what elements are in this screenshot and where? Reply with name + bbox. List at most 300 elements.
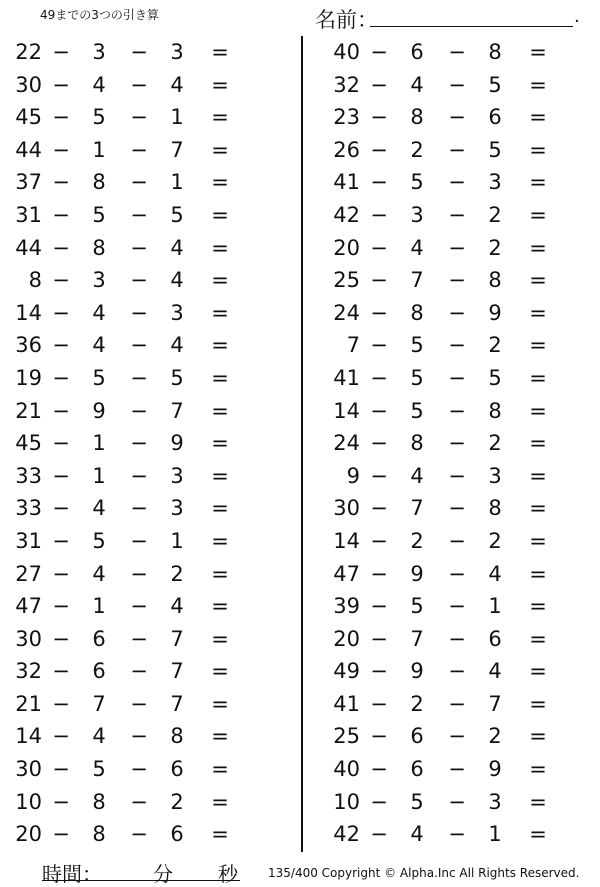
minus-sign: − <box>370 235 388 260</box>
third-number: 9 <box>488 300 502 325</box>
minus-sign: − <box>52 561 70 586</box>
problem-row <box>0 590 280 623</box>
first-number: 44 <box>15 137 42 162</box>
equals-sign: = <box>529 170 547 195</box>
third-number: 4 <box>170 235 184 260</box>
equals-sign: = <box>211 300 229 325</box>
problem-row <box>318 264 598 297</box>
second-number: 4 <box>410 235 424 260</box>
third-number: 1 <box>170 105 184 130</box>
minus-sign: − <box>52 594 70 619</box>
column-divider <box>301 36 303 852</box>
first-number: 22 <box>15 40 42 64</box>
problem-row <box>318 329 598 362</box>
minus-sign: − <box>130 691 148 716</box>
minus-sign: − <box>448 594 466 619</box>
minus-sign: − <box>448 496 466 521</box>
minus-sign: − <box>130 170 148 195</box>
second-number: 6 <box>410 757 424 782</box>
equals-sign: = <box>211 463 229 488</box>
second-number: 5 <box>92 105 106 130</box>
problem-row <box>0 166 280 199</box>
minus-sign: − <box>370 724 388 749</box>
problem-row <box>318 720 598 753</box>
problem-row <box>0 329 280 362</box>
minus-sign: − <box>52 202 70 227</box>
problem-row <box>318 395 598 428</box>
time-label: 時間： <box>42 862 102 886</box>
second-number: 8 <box>92 822 106 847</box>
equals-sign: = <box>529 789 547 814</box>
minus-sign: − <box>448 72 466 97</box>
problem-row <box>0 818 280 851</box>
first-number: 42 <box>333 202 360 227</box>
minus-sign: − <box>448 398 466 423</box>
minus-sign: − <box>130 528 148 553</box>
second-number: 5 <box>410 594 424 619</box>
second-number: 3 <box>410 202 424 227</box>
second-number: 5 <box>92 365 106 390</box>
minus-sign: − <box>448 235 466 260</box>
problem-row <box>0 427 280 460</box>
problem-row <box>0 558 280 591</box>
equals-sign: = <box>211 822 229 847</box>
first-number: 40 <box>333 40 360 64</box>
minus-sign: − <box>370 170 388 195</box>
third-number: 2 <box>488 431 502 456</box>
third-number: 4 <box>170 594 184 619</box>
third-number: 8 <box>488 496 502 521</box>
third-number: 9 <box>170 431 184 456</box>
minus-sign: − <box>52 626 70 651</box>
second-number: 6 <box>92 659 106 684</box>
equals-sign: = <box>211 431 229 456</box>
first-number: 41 <box>333 170 360 195</box>
equals-sign: = <box>529 137 547 162</box>
first-number: 33 <box>15 463 42 488</box>
first-number: 25 <box>333 268 360 293</box>
problem-row <box>318 297 598 330</box>
problem-row <box>0 362 280 395</box>
equals-sign: = <box>211 659 229 684</box>
third-number: 7 <box>488 691 502 716</box>
third-number: 2 <box>488 333 502 358</box>
minus-sign: − <box>448 724 466 749</box>
minus-sign: − <box>370 268 388 293</box>
minus-sign: − <box>52 398 70 423</box>
minus-sign: − <box>52 789 70 814</box>
equals-sign: = <box>211 235 229 260</box>
minus-sign: − <box>52 528 70 553</box>
equals-sign: = <box>529 431 547 456</box>
equals-sign: = <box>211 757 229 782</box>
minus-sign: − <box>52 757 70 782</box>
equals-sign: = <box>529 40 547 64</box>
first-number: 30 <box>15 757 42 782</box>
minus-sign: − <box>370 72 388 97</box>
third-number: 7 <box>170 691 184 716</box>
first-number: 9 <box>346 463 360 488</box>
third-number: 8 <box>488 40 502 64</box>
third-number: 3 <box>170 40 184 64</box>
problem-row <box>318 101 598 134</box>
equals-sign: = <box>211 528 229 553</box>
third-number: 6 <box>488 626 502 651</box>
equals-sign: = <box>211 496 229 521</box>
first-number: 23 <box>333 105 360 130</box>
problem-row <box>318 36 598 69</box>
second-number: 8 <box>92 235 106 260</box>
second-number: 4 <box>92 724 106 749</box>
minus-sign: − <box>130 235 148 260</box>
third-number: 2 <box>488 724 502 749</box>
first-number: 49 <box>333 659 360 684</box>
equals-sign: = <box>211 40 229 64</box>
minus-sign: − <box>448 431 466 456</box>
problem-row <box>0 395 280 428</box>
third-number: 3 <box>170 300 184 325</box>
minus-sign: − <box>448 333 466 358</box>
problem-row <box>0 753 280 786</box>
minus-sign: − <box>52 40 70 64</box>
seconds-label: 秒 <box>218 862 238 886</box>
minus-sign: − <box>130 431 148 456</box>
second-number: 9 <box>410 561 424 586</box>
third-number: 4 <box>170 333 184 358</box>
third-number: 3 <box>488 170 502 195</box>
first-number: 8 <box>28 268 42 293</box>
second-number: 8 <box>410 431 424 456</box>
second-number: 6 <box>92 626 106 651</box>
minus-sign: − <box>448 691 466 716</box>
first-number: 14 <box>15 300 42 325</box>
minus-sign: − <box>370 691 388 716</box>
third-number: 4 <box>170 72 184 97</box>
minus-sign: − <box>52 659 70 684</box>
minus-sign: − <box>448 561 466 586</box>
problem-row <box>318 166 598 199</box>
equals-sign: = <box>211 398 229 423</box>
minus-sign: − <box>370 365 388 390</box>
second-number: 5 <box>410 398 424 423</box>
minus-sign: − <box>52 300 70 325</box>
equals-sign: = <box>529 72 547 97</box>
minus-sign: − <box>130 724 148 749</box>
problem-row <box>0 655 280 688</box>
minus-sign: − <box>52 691 70 716</box>
problem-row <box>0 688 280 721</box>
third-number: 3 <box>488 463 502 488</box>
first-number: 31 <box>15 202 42 227</box>
first-number: 26 <box>333 137 360 162</box>
first-number: 36 <box>15 333 42 358</box>
problem-row <box>318 688 598 721</box>
third-number: 2 <box>488 235 502 260</box>
minus-sign: − <box>448 463 466 488</box>
problem-row <box>0 264 280 297</box>
minus-sign: − <box>370 528 388 553</box>
equals-sign: = <box>211 626 229 651</box>
third-number: 6 <box>170 757 184 782</box>
equals-sign: = <box>211 365 229 390</box>
equals-sign: = <box>529 724 547 749</box>
third-number: 2 <box>170 789 184 814</box>
first-number: 45 <box>15 431 42 456</box>
first-number: 24 <box>333 431 360 456</box>
problem-row <box>318 69 598 102</box>
third-number: 6 <box>170 822 184 847</box>
equals-sign: = <box>529 528 547 553</box>
first-number: 20 <box>333 626 360 651</box>
problem-row <box>0 525 280 558</box>
minus-sign: − <box>52 235 70 260</box>
equals-sign: = <box>529 268 547 293</box>
second-number: 8 <box>92 170 106 195</box>
second-number: 5 <box>410 365 424 390</box>
problem-row <box>318 199 598 232</box>
second-number: 5 <box>410 333 424 358</box>
first-number: 42 <box>333 822 360 847</box>
minus-sign: − <box>130 789 148 814</box>
minus-sign: − <box>52 463 70 488</box>
third-number: 7 <box>170 659 184 684</box>
minus-sign: − <box>370 659 388 684</box>
minus-sign: − <box>370 431 388 456</box>
first-number: 47 <box>333 561 360 586</box>
third-number: 5 <box>488 137 502 162</box>
minus-sign: − <box>370 463 388 488</box>
right-problem-column <box>318 36 598 851</box>
third-number: 1 <box>170 528 184 553</box>
third-number: 8 <box>488 398 502 423</box>
second-number: 5 <box>92 757 106 782</box>
minus-sign: − <box>52 724 70 749</box>
second-number: 4 <box>92 561 106 586</box>
minus-sign: − <box>448 365 466 390</box>
third-number: 3 <box>488 789 502 814</box>
second-number: 4 <box>410 72 424 97</box>
problem-row <box>0 297 280 330</box>
first-number: 27 <box>15 561 42 586</box>
second-number: 1 <box>92 463 106 488</box>
problem-row <box>318 590 598 623</box>
second-number: 6 <box>410 40 424 64</box>
problem-row <box>0 101 280 134</box>
minus-sign: − <box>448 137 466 162</box>
third-number: 1 <box>488 594 502 619</box>
first-number: 31 <box>15 528 42 553</box>
third-number: 8 <box>170 724 184 749</box>
minus-sign: − <box>130 822 148 847</box>
third-number: 9 <box>488 757 502 782</box>
second-number: 4 <box>92 496 106 521</box>
second-number: 8 <box>410 105 424 130</box>
second-number: 7 <box>410 496 424 521</box>
third-number: 5 <box>488 72 502 97</box>
third-number: 1 <box>488 822 502 847</box>
name-label: 名前： <box>315 8 378 32</box>
minus-sign: − <box>130 137 148 162</box>
second-number: 8 <box>410 300 424 325</box>
equals-sign: = <box>211 105 229 130</box>
second-number: 3 <box>92 268 106 293</box>
problem-row <box>0 720 280 753</box>
minus-sign: − <box>370 202 388 227</box>
minus-sign: − <box>370 398 388 423</box>
equals-sign: = <box>529 626 547 651</box>
minus-sign: − <box>52 333 70 358</box>
third-number: 2 <box>170 561 184 586</box>
minus-sign: − <box>370 561 388 586</box>
first-number: 21 <box>15 398 42 423</box>
equals-sign: = <box>211 137 229 162</box>
first-number: 45 <box>15 105 42 130</box>
problem-row <box>0 786 280 819</box>
copyright-text: 135/400 Copyright © Alpha.Inc All Rights Reserved. <box>268 866 580 880</box>
first-number: 41 <box>333 365 360 390</box>
second-number: 1 <box>92 594 106 619</box>
first-number: 7 <box>346 333 360 358</box>
problem-row <box>318 492 598 525</box>
equals-sign: = <box>529 105 547 130</box>
minus-sign: − <box>130 40 148 64</box>
third-number: 4 <box>488 561 502 586</box>
equals-sign: = <box>211 202 229 227</box>
first-number: 44 <box>15 235 42 260</box>
minus-sign: − <box>130 594 148 619</box>
first-number: 30 <box>333 496 360 521</box>
name-end-dot: . <box>574 6 580 27</box>
equals-sign: = <box>211 72 229 97</box>
second-number: 6 <box>410 724 424 749</box>
problem-row <box>318 460 598 493</box>
equals-sign: = <box>529 463 547 488</box>
minus-sign: − <box>52 365 70 390</box>
equals-sign: = <box>211 333 229 358</box>
first-number: 25 <box>333 724 360 749</box>
problem-row <box>318 786 598 819</box>
first-number: 14 <box>333 528 360 553</box>
minus-sign: − <box>448 528 466 553</box>
second-number: 7 <box>410 268 424 293</box>
first-number: 30 <box>15 72 42 97</box>
problem-row <box>318 427 598 460</box>
problem-row <box>0 492 280 525</box>
minus-sign: − <box>448 789 466 814</box>
first-number: 19 <box>15 365 42 390</box>
second-number: 5 <box>410 789 424 814</box>
second-number: 2 <box>410 691 424 716</box>
minus-sign: − <box>448 626 466 651</box>
second-number: 4 <box>410 822 424 847</box>
equals-sign: = <box>529 496 547 521</box>
third-number: 6 <box>488 105 502 130</box>
minus-sign: − <box>130 365 148 390</box>
first-number: 33 <box>15 496 42 521</box>
second-number: 7 <box>92 691 106 716</box>
first-number: 20 <box>15 822 42 847</box>
first-number: 40 <box>333 757 360 782</box>
first-number: 32 <box>15 659 42 684</box>
third-number: 5 <box>170 202 184 227</box>
problem-row <box>0 36 280 69</box>
equals-sign: = <box>529 333 547 358</box>
name-field-line <box>370 26 573 27</box>
first-number: 24 <box>333 300 360 325</box>
third-number: 3 <box>170 463 184 488</box>
equals-sign: = <box>211 691 229 716</box>
third-number: 2 <box>488 202 502 227</box>
second-number: 4 <box>92 333 106 358</box>
equals-sign: = <box>529 235 547 260</box>
first-number: 20 <box>333 235 360 260</box>
second-number: 4 <box>92 72 106 97</box>
minus-sign: − <box>52 72 70 97</box>
minus-sign: − <box>130 300 148 325</box>
minus-sign: − <box>130 202 148 227</box>
equals-sign: = <box>211 789 229 814</box>
minus-sign: − <box>448 170 466 195</box>
problem-row <box>0 232 280 265</box>
minus-sign: − <box>52 137 70 162</box>
minus-sign: − <box>370 626 388 651</box>
first-number: 30 <box>15 626 42 651</box>
problem-row <box>318 525 598 558</box>
minus-sign: − <box>448 40 466 64</box>
minus-sign: − <box>370 300 388 325</box>
minus-sign: − <box>52 496 70 521</box>
worksheet-title: 49までの3つの引き算 <box>40 8 159 22</box>
minus-sign: − <box>448 659 466 684</box>
first-number: 32 <box>333 72 360 97</box>
problem-row <box>318 623 598 656</box>
second-number: 1 <box>92 137 106 162</box>
third-number: 4 <box>488 659 502 684</box>
time-line <box>42 880 240 881</box>
minus-sign: − <box>52 170 70 195</box>
first-number: 21 <box>15 691 42 716</box>
minus-sign: − <box>448 300 466 325</box>
problem-row <box>318 362 598 395</box>
equals-sign: = <box>529 365 547 390</box>
equals-sign: = <box>529 822 547 847</box>
minus-sign: − <box>130 561 148 586</box>
first-number: 10 <box>333 789 360 814</box>
minus-sign: − <box>52 431 70 456</box>
first-number: 39 <box>333 594 360 619</box>
second-number: 9 <box>410 659 424 684</box>
second-number: 7 <box>410 626 424 651</box>
minus-sign: − <box>130 268 148 293</box>
first-number: 14 <box>15 724 42 749</box>
third-number: 5 <box>488 365 502 390</box>
minus-sign: − <box>52 822 70 847</box>
equals-sign: = <box>211 561 229 586</box>
third-number: 8 <box>488 268 502 293</box>
second-number: 5 <box>92 202 106 227</box>
equals-sign: = <box>211 268 229 293</box>
second-number: 4 <box>410 463 424 488</box>
minus-sign: − <box>370 757 388 782</box>
problem-row <box>0 623 280 656</box>
first-number: 37 <box>15 170 42 195</box>
third-number: 7 <box>170 137 184 162</box>
first-number: 10 <box>15 789 42 814</box>
equals-sign: = <box>529 691 547 716</box>
problem-row <box>0 460 280 493</box>
problem-row <box>318 558 598 591</box>
minus-sign: − <box>370 496 388 521</box>
